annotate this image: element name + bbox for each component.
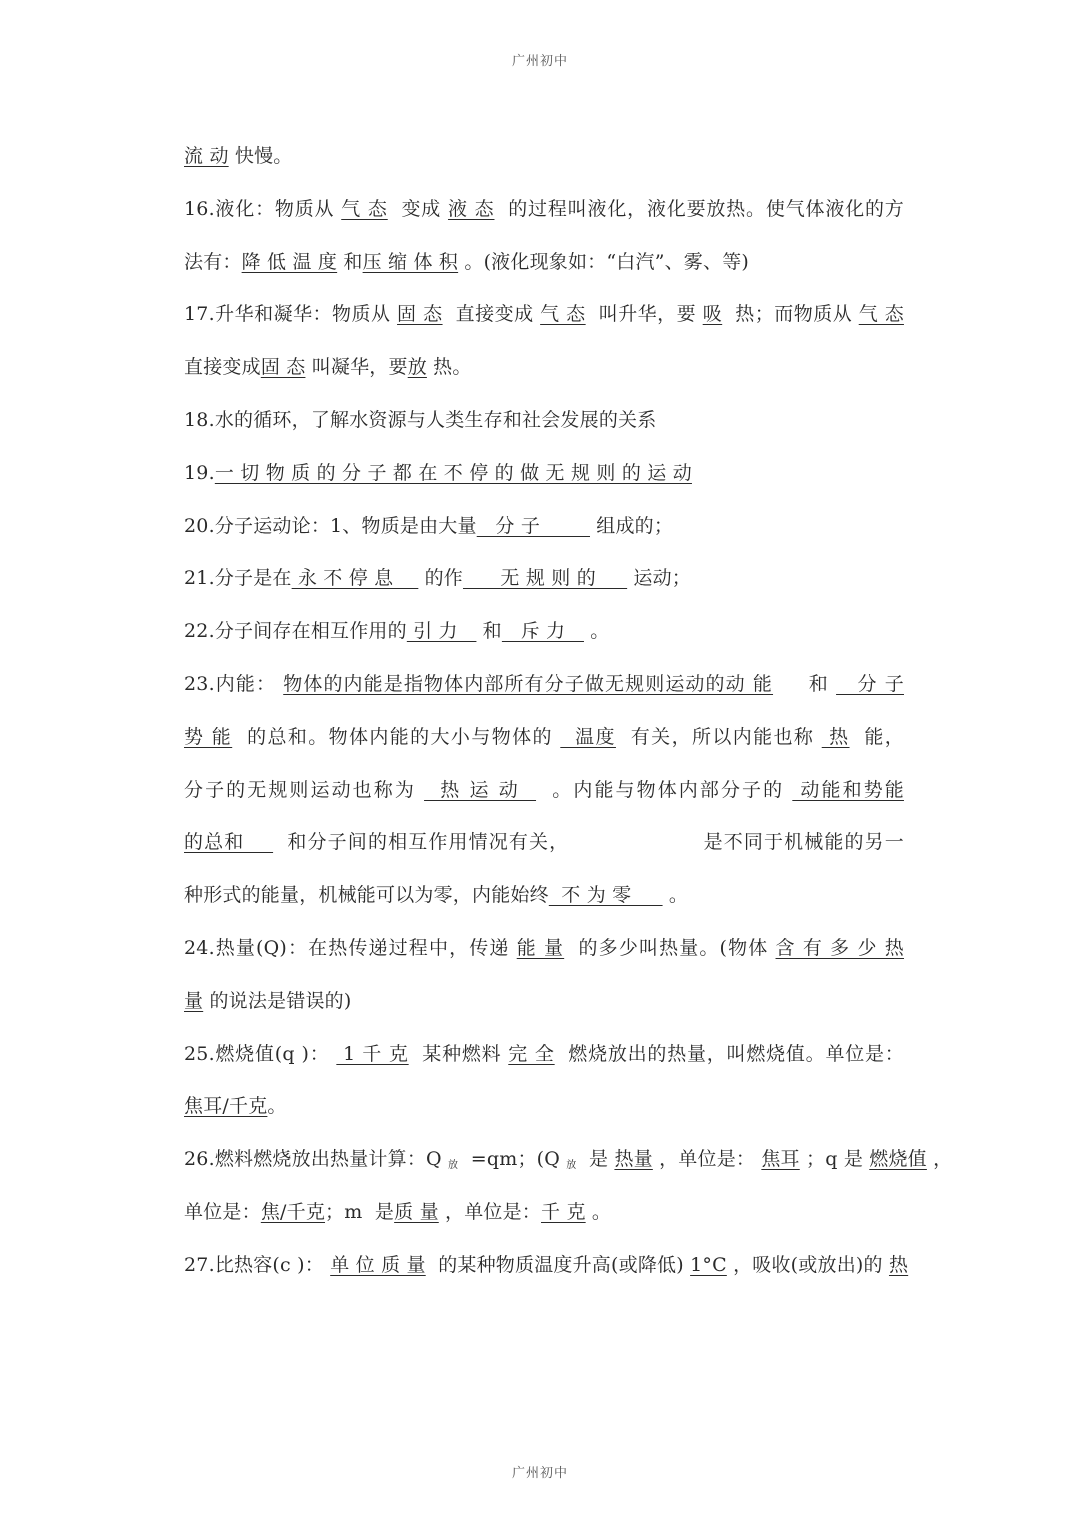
underlined-answer: 焦耳/千克 [184,1095,268,1118]
text-segment: =qm；(Q [464,1148,561,1171]
underlined-answer: 焦/千克 [260,1200,326,1223]
text-segment: 17.升华和凝华：物质从 [184,303,391,326]
underlined-answer: 单 位 质 量 [330,1253,426,1276]
text-line [184,236,904,289]
text-segment: 23.内能： [184,672,277,695]
text-line [184,1239,909,1292]
underlined-answer: 1°C [690,1253,727,1276]
underlined-answer: 分 子 [836,672,904,695]
text-line [184,552,904,605]
text-segment: 某种燃料 [415,1042,502,1065]
text-segment: ，吸收(或放出)的 [733,1253,883,1276]
underlined-answer: 无 规 则 的 [462,567,628,590]
underlined-answer: 降 低 温 度 [241,250,338,273]
underlined-answer: 热 运 动 [424,778,537,801]
underlined-answer: 固 态 [397,303,443,326]
underlined-answer: 不 为 零 [548,884,663,907]
document-body [184,130,953,1292]
underlined-answer: 永 不 停 息 [291,567,419,590]
text-segment: 22.分子间存在相互作用的 [184,620,407,643]
text-segment: 是不同于机械能的另一 [703,831,904,854]
text-segment: 分子的无规则运动也称为 [184,778,416,801]
text-segment: 的多少叫热量。(物体 [571,936,769,959]
underlined-answer: 量 [184,989,204,1012]
text-line [184,658,904,711]
text-line [184,341,904,394]
page-header: 广州初中 [511,54,568,69]
text-segment: 16.液化：物质从 [184,197,335,220]
text-segment: 20.分子运动论：1、物质是由大量 [184,514,477,537]
underlined-answer: 气 态 [540,303,586,326]
text-segment: ，单位是： [659,1148,756,1171]
underlined-answer: 放 [407,356,427,379]
text-line [184,288,904,341]
underlined-answer: 势 能 [184,725,233,748]
underlined-answer: 气 态 [858,303,904,326]
text-line [184,183,904,236]
text-line [184,394,904,447]
text-segment: 叫升华，要 [592,303,697,326]
underlined-answer: 1 千 克 [336,1042,409,1065]
underlined-answer: 动能和势能 [792,778,904,801]
underlined-answer: 热量 [614,1148,653,1171]
text-line [184,711,904,764]
text-segment: 的某种物质温度升高(或降低) [431,1253,684,1276]
text-segment: 。 [585,1200,612,1223]
text-segment: 。内能与物体内部分子的 [544,778,785,801]
underlined-answer: 完 全 [508,1042,555,1065]
text-segment: 18.水的循环，了解水资源与人类生存和社会发展的关系 [184,408,657,431]
underlined-answer: 斥 力 [501,620,584,643]
text-segment: 是 [582,1148,609,1171]
text-segment: 和 [780,672,829,695]
text-segment: 有关，所以内能也称 [623,725,815,748]
text-segment: 和分子间的相互作用情况有关， [280,831,570,854]
text-line [184,922,904,975]
text-segment: 19. [184,461,215,484]
underlined-answer: 固 态 [260,356,306,379]
text-segment: 热；而物质从 [728,303,853,326]
text-segment: 和 [476,620,502,643]
text-line [184,447,904,500]
underlined-answer: 一 切 物 质 的 分 子 都 在 不 停 的 做 无 规 则 的 运 动 [214,461,692,484]
text-line [184,1080,904,1133]
text-line [184,764,904,817]
text-line [184,816,904,869]
text-segment: 变成 [394,197,442,220]
underlined-answer: 质 量 [394,1200,439,1223]
text-segment: ；m 是 [325,1200,395,1223]
underlined-answer: 含 有 多 少 热 [775,936,905,959]
text-segment: 种形式的能量，机械能可以为零，内能始终 [184,884,549,907]
text-segment: 运动； [627,567,691,590]
page-footer: 广州初中 [511,1466,568,1481]
text-segment: 法有： [184,250,242,273]
text-segment: 快慢。 [228,145,293,167]
text-line [184,1186,904,1239]
underlined-answer: 液 态 [447,197,495,220]
text-segment: 21.分子是在 [184,567,292,590]
text-segment: 24.热量(Q)：在热传递过程中，传递 [184,936,510,959]
text-segment: 。 [662,884,689,907]
text-line [184,130,904,183]
text-segment: 单位是： [184,1200,261,1223]
underlined-answer: 吸 [702,303,723,326]
text-line [184,869,904,922]
underlined-answer: 气 态 [341,197,388,220]
text-segment: 。(液化现象如：“白汽”、雾、等) [458,250,750,273]
text-segment: 叫凝华，要 [305,356,408,379]
underlined-answer: 的总和 [184,831,274,854]
text-segment: 直接变成 [184,356,261,379]
text-line [184,1028,904,1081]
text-segment: 热。 [426,356,472,379]
text-segment: 26.燃料燃烧放出热量计算：Q [184,1148,442,1171]
text-line [184,500,904,553]
text-segment: ；q 是 [806,1148,864,1171]
text-segment: 25.燃烧值(q )： [184,1042,330,1065]
underlined-answer: 千 克 [541,1200,586,1223]
text-segment: 燃烧放出的热量，叫燃烧值。单位是： [561,1042,904,1065]
text-segment: ，单位是： [438,1200,542,1223]
underlined-answer: 分 子 [476,514,590,537]
text-segment: 的说法是错误的) [203,989,352,1012]
text-line [184,605,904,658]
underlined-answer: 引 力 [406,620,477,643]
text-segment: 。 [267,1095,287,1118]
text-segment: ， [933,1148,953,1171]
text-segment: 和 [337,250,363,273]
text-line [184,1133,953,1186]
subscript: 放 [448,1160,459,1172]
underlined-answer: 燃烧值 [869,1148,927,1171]
text-segment: 。 [583,620,610,643]
text-segment: 直接变成 [449,303,534,326]
subscript: 放 [566,1160,577,1172]
text-segment: 的过程叫液化，液化要放热。使气体液化的方 [501,197,904,220]
underlined-answer: 焦耳 [761,1148,800,1171]
underlined-answer: 流 动 [184,145,229,167]
underlined-answer: 压 缩 体 积 [362,250,459,273]
text-segment: 27.比热容(c )： [184,1253,324,1276]
text-segment: 组成的； [590,514,674,537]
text-segment: 的总和。物体内能的大小与物体的 [239,725,553,748]
text-segment: 的作 [418,567,463,590]
underlined-answer: 能 量 [516,936,565,959]
underlined-answer: 热 [821,725,850,748]
underlined-answer: 热 [888,1253,909,1276]
text-line [184,975,904,1028]
underlined-answer: 温度 [560,725,616,748]
text-segment: 能， [856,725,904,748]
underlined-answer: 物体的内能是指物体内部所有分子做无规则运动的动 能 [283,672,774,695]
